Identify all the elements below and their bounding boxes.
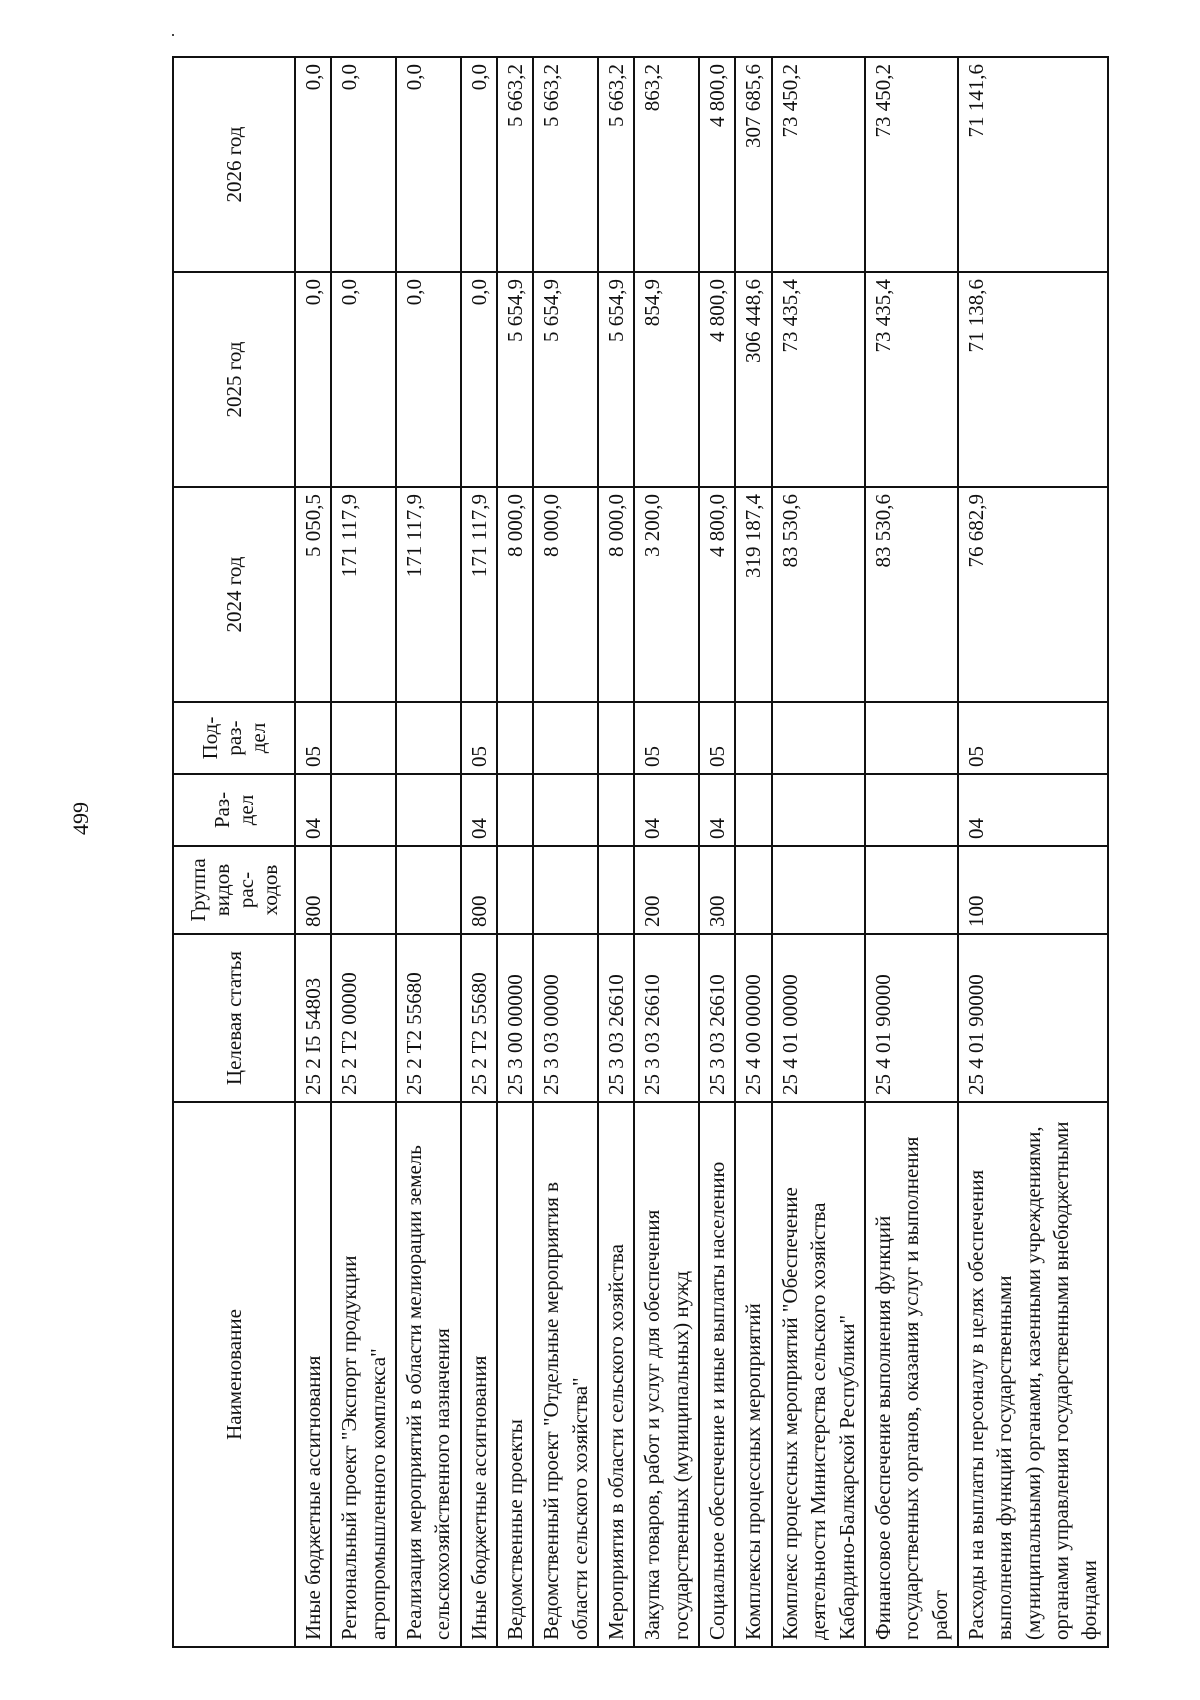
cell-2025: 5 654,9 — [497, 272, 533, 487]
cell-target: 25 2 I5 54803 — [295, 934, 331, 1102]
cell-name: Финансовое обеспечение выполнения функций государственных органов, оказания услуг и выполнения работ — [865, 1102, 958, 1647]
cell-subsection — [772, 702, 865, 774]
cell-section — [331, 774, 396, 846]
cell-subsection — [497, 702, 533, 774]
cell-2025: 5 654,9 — [533, 272, 598, 487]
cell-2025: 5 654,9 — [598, 272, 634, 487]
table-row — [533, 57, 598, 1647]
cell-2026: 5 663,2 — [598, 57, 634, 272]
cell-name: Комплексы процессных мероприятий — [735, 1102, 771, 1647]
cell-group — [331, 846, 396, 934]
cell-2026: 0,0 — [396, 57, 461, 272]
cell-name: Реализация мероприятий в области мелиорации земель сельскохозяйственного назначения — [396, 1102, 461, 1647]
cell-name: Ведомственные проекты — [497, 1102, 533, 1647]
cell-subsection — [396, 702, 461, 774]
cell-2025: 306 448,6 — [735, 272, 771, 487]
cell-group: 300 — [699, 846, 735, 934]
cell-group — [533, 846, 598, 934]
cell-2026: 4 800,0 — [699, 57, 735, 272]
cell-2024: 171 117,9 — [461, 487, 497, 702]
cell-section: 04 — [634, 774, 699, 846]
cell-section — [396, 774, 461, 846]
cell-2025: 0,0 — [331, 272, 396, 487]
cell-subsection — [598, 702, 634, 774]
table-row — [634, 57, 699, 1647]
cell-2024: 319 187,4 — [735, 487, 771, 702]
cell-group — [865, 846, 958, 934]
cell-section — [735, 774, 771, 846]
cell-section: 04 — [295, 774, 331, 846]
table-row — [461, 57, 497, 1647]
table-row — [958, 57, 1108, 1647]
header-2026: 2026 год — [173, 57, 295, 272]
cell-section — [497, 774, 533, 846]
cell-2025: 73 435,4 — [865, 272, 958, 487]
cell-section: 04 — [958, 774, 1108, 846]
cell-2026: 0,0 — [461, 57, 497, 272]
budget-table-rotated — [172, 58, 1102, 1648]
cell-target: 25 3 03 26610 — [598, 934, 634, 1102]
cell-2024: 8 000,0 — [598, 487, 634, 702]
cell-subsection: 05 — [295, 702, 331, 774]
page-number: 499 — [68, 802, 93, 835]
table-row — [497, 57, 533, 1647]
cell-group: 200 — [634, 846, 699, 934]
cell-2025: 4 800,0 — [699, 272, 735, 487]
cell-section: 04 — [699, 774, 735, 846]
cell-2024: 4 800,0 — [699, 487, 735, 702]
cell-2024: 5 050,5 — [295, 487, 331, 702]
header-section: Раз-дел — [173, 774, 295, 846]
cell-2026: 0,0 — [331, 57, 396, 272]
cell-name: Комплекс процессных мероприятий "Обеспечение деятельности Министерства сельского хозяйства Кабардино-Балкарской Республики" — [772, 1102, 865, 1647]
cell-group: 100 — [958, 846, 1108, 934]
cell-name: Региональный проект "Экспорт продукции агропромышленного комплекса" — [331, 1102, 396, 1647]
cell-target: 25 3 00 00000 — [497, 934, 533, 1102]
cell-2024: 171 117,9 — [331, 487, 396, 702]
cell-2026: 73 450,2 — [772, 57, 865, 272]
cell-2025: 71 138,6 — [958, 272, 1108, 487]
cell-section: 04 — [461, 774, 497, 846]
cell-name: Закупка товаров, работ и услуг для обеспечения государственных (муниципальных) нужд — [634, 1102, 699, 1647]
cell-group — [735, 846, 771, 934]
cell-target: 25 2 T2 55680 — [461, 934, 497, 1102]
cell-group: 800 — [461, 846, 497, 934]
cell-2024: 76 682,9 — [958, 487, 1108, 702]
cell-2025: 0,0 — [295, 272, 331, 487]
cell-name: Расходы на выплаты персоналу в целях обеспечения выполнения функций государственными (муниципальными) органами, казенными учреждениями, органами управления государственными внебюджетными фондами — [958, 1102, 1108, 1647]
table-row — [396, 57, 461, 1647]
cell-2024: 8 000,0 — [533, 487, 598, 702]
cell-group — [396, 846, 461, 934]
cell-name: Иные бюджетные ассигнования — [461, 1102, 497, 1647]
cell-target: 25 2 T2 55680 — [396, 934, 461, 1102]
table-row — [699, 57, 735, 1647]
cell-subsection — [331, 702, 396, 774]
cell-target: 25 3 03 26610 — [699, 934, 735, 1102]
cell-section — [865, 774, 958, 846]
cell-2025: 0,0 — [396, 272, 461, 487]
scan-speck — [172, 34, 174, 36]
cell-group — [598, 846, 634, 934]
cell-subsection: 05 — [461, 702, 497, 774]
table-row — [598, 57, 634, 1647]
header-2025: 2025 год — [173, 272, 295, 487]
cell-2025: 73 435,4 — [772, 272, 865, 487]
cell-target: 25 4 01 90000 — [958, 934, 1108, 1102]
cell-2026: 0,0 — [295, 57, 331, 272]
cell-name: Мероприятия в области сельского хозяйства — [598, 1102, 634, 1647]
cell-target: 25 4 01 00000 — [772, 934, 865, 1102]
cell-2025: 854,9 — [634, 272, 699, 487]
cell-subsection — [735, 702, 771, 774]
cell-target: 25 3 03 26610 — [634, 934, 699, 1102]
cell-name: Иные бюджетные ассигнования — [295, 1102, 331, 1647]
cell-section — [533, 774, 598, 846]
cell-name: Социальное обеспечение и иные выплаты населению — [699, 1102, 735, 1647]
cell-2025: 0,0 — [461, 272, 497, 487]
header-name: Наименование — [173, 1102, 295, 1647]
cell-2024: 83 530,6 — [772, 487, 865, 702]
cell-target: 25 2 T2 00000 — [331, 934, 396, 1102]
cell-2026: 863,2 — [634, 57, 699, 272]
table-row — [772, 57, 865, 1647]
cell-group — [497, 846, 533, 934]
budget-table — [172, 56, 1109, 1648]
cell-name: Ведомственный проект "Отдельные мероприятия в области сельского хозяйства" — [533, 1102, 598, 1647]
cell-subsection — [865, 702, 958, 774]
cell-2024: 3 200,0 — [634, 487, 699, 702]
cell-2026: 73 450,2 — [865, 57, 958, 272]
table-header-row — [173, 57, 295, 1647]
cell-subsection: 05 — [699, 702, 735, 774]
header-group: Группа видов рас-ходов — [173, 846, 295, 934]
cell-2026: 5 663,2 — [533, 57, 598, 272]
table-row — [735, 57, 771, 1647]
cell-section — [598, 774, 634, 846]
cell-subsection: 05 — [634, 702, 699, 774]
cell-section — [772, 774, 865, 846]
cell-2026: 71 141,6 — [958, 57, 1108, 272]
header-2024: 2024 год — [173, 487, 295, 702]
cell-subsection: 05 — [958, 702, 1108, 774]
table-row — [331, 57, 396, 1647]
cell-2026: 307 685,6 — [735, 57, 771, 272]
cell-2024: 171 117,9 — [396, 487, 461, 702]
table-row — [865, 57, 958, 1647]
cell-group: 800 — [295, 846, 331, 934]
header-target: Целевая статья — [173, 934, 295, 1102]
table-row — [295, 57, 331, 1647]
cell-2024: 8 000,0 — [497, 487, 533, 702]
cell-target: 25 4 01 90000 — [865, 934, 958, 1102]
cell-target: 25 4 00 00000 — [735, 934, 771, 1102]
header-subsection: Под-раз-дел — [173, 702, 295, 774]
cell-group — [772, 846, 865, 934]
cell-subsection — [533, 702, 598, 774]
cell-2024: 83 530,6 — [865, 487, 958, 702]
cell-2026: 5 663,2 — [497, 57, 533, 272]
cell-target: 25 3 03 00000 — [533, 934, 598, 1102]
